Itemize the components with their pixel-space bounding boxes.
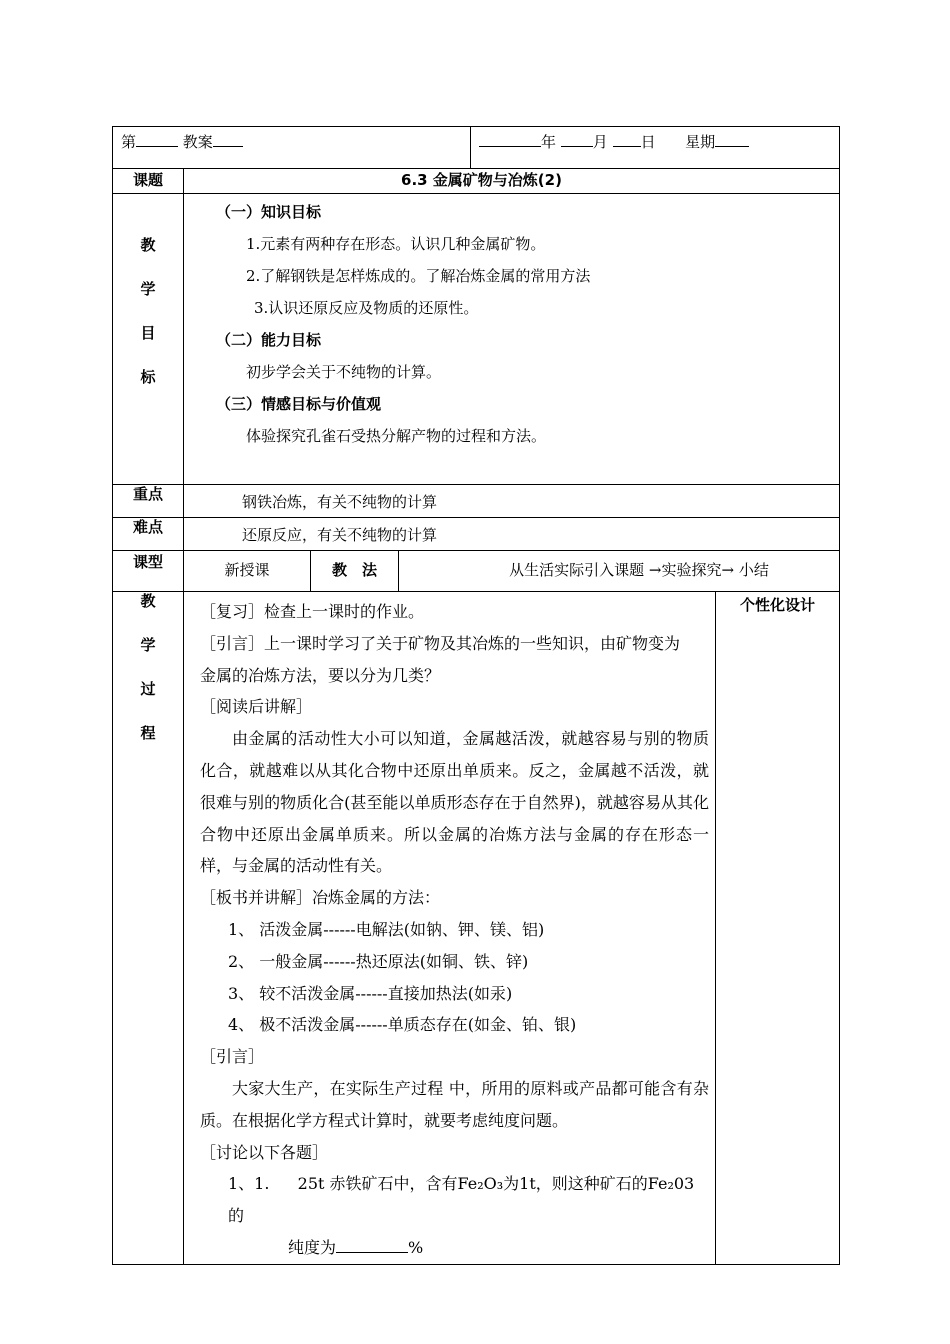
topic-row — [113, 169, 840, 194]
question-1 — [200, 1168, 709, 1232]
lesson-plan-table — [112, 126, 840, 1265]
lesson-plan — [112, 126, 839, 1265]
plan-label: 教案 — [182, 133, 213, 151]
difficulty-row — [113, 518, 840, 551]
purity-blank[interactable] — [336, 1238, 408, 1253]
ability-heading: （二）能力目标 — [216, 331, 322, 349]
purity-paragraph: 大家大生产，在实际生产过程 中，所用的原料或产品都可能含有杂质。在根据化学方程式计算时，就要考虑纯度问题。 — [200, 1078, 709, 1130]
question-text: 25t 赤铁矿石中，含有Fe₂O₃为1t，则这种矿石的Fe₂03 的 — [228, 1174, 695, 1226]
plan-blank[interactable] — [213, 132, 243, 147]
discuss-line: ［讨论以下各题］ — [200, 1142, 329, 1162]
method-label: 教 法 — [311, 551, 399, 592]
review-line: ［复习］检查上一课时的作业。 — [200, 602, 425, 621]
goals-content — [184, 194, 840, 485]
goals-row — [113, 194, 840, 485]
lesson-type-value: 新授课 — [184, 551, 311, 592]
purity-label: 纯度为 — [288, 1237, 337, 1257]
month-label: 月 — [592, 133, 608, 151]
year-blank[interactable] — [479, 132, 541, 147]
knowledge-item: 1.元素有两种存在形态。认识几种金属矿物。 — [246, 235, 546, 253]
question-number: 1、1. — [228, 1174, 270, 1194]
topic-title: 6.3 金属矿物与冶炼(2) — [184, 169, 840, 194]
knowledge-heading: （一）知识目标 — [216, 203, 322, 221]
process-content — [184, 592, 716, 1265]
lesson-no-label: 第 — [121, 133, 137, 151]
goals-label-char: 教 — [140, 236, 156, 254]
process-label-char: 教 — [140, 592, 156, 610]
day-label: 日 — [640, 133, 656, 151]
key-point-row — [113, 485, 840, 518]
lesson-type-row — [113, 551, 840, 592]
knowledge-item: 2.了解钢铁是怎样炼成的。了解冶炼金属的常用方法 — [246, 267, 591, 285]
process-label-char: 过 — [140, 680, 156, 698]
weekday-label: 星期 — [685, 133, 716, 151]
method-value: 从生活实际引入课题 →实验探究→ 小结 — [399, 551, 840, 592]
read-explain-line: ［阅读后讲解］ — [200, 697, 313, 717]
emotion-text: 体验探究孔雀石受热分解产物的过程和方法。 — [246, 427, 547, 445]
process-label-char: 学 — [140, 636, 156, 654]
explain-paragraph: 由金属的活动性大小可以知道，金属越活泼，就越容易与别的物质化合，就越难以从其化合物中还原出单质来。反之，金属越不活泼，就很难与别的物质化合(甚至能以单质形态存在于自然界)，就越容易从其化合物中还原出金属单质来。所以金属的冶炼方法与金属的存在形态一样，与金属的活动性有关。 — [200, 729, 709, 876]
personal-design-label: 个性化设计 — [716, 592, 840, 1265]
month-blank[interactable] — [561, 132, 593, 147]
goals-label-char: 学 — [140, 280, 156, 298]
method-item: 1、 活泼金属------电解法(如钠、钾、镁、铝) — [228, 919, 545, 939]
header-left — [113, 127, 471, 169]
weekday-blank[interactable] — [715, 132, 749, 147]
day-blank[interactable] — [613, 132, 641, 147]
process-row — [113, 592, 840, 1265]
lesson-no-blank[interactable] — [136, 132, 178, 147]
emotion-heading: （三）情感目标与价值观 — [216, 395, 382, 413]
goals-label-char: 目 — [140, 324, 156, 342]
header-right — [471, 127, 840, 169]
difficulty-text: 还原反应，有关不纯物的计算 — [184, 518, 840, 551]
method-item: 2、 一般金属------热还原法(如铜、铁、锌) — [228, 951, 529, 971]
header-row — [113, 127, 840, 169]
process-label — [113, 592, 184, 1265]
goals-label-char: 标 — [140, 368, 156, 386]
goals-label — [113, 194, 184, 485]
key-point-text: 钢铁冶炼，有关不纯物的计算 — [184, 485, 840, 518]
difficulty-label: 难点 — [113, 518, 184, 551]
method-item: 4、 极不活泼金属------单质态存在(如金、铂、银) — [228, 1015, 577, 1035]
method-item: 3、 较不活泼金属------直接加热法(如汞) — [228, 983, 513, 1003]
key-point-label: 重点 — [113, 485, 184, 518]
intro-line: ［引言］上一课时学习了关于矿物及其冶炼的一些知识，由矿物变为 — [200, 633, 681, 653]
lesson-type-label: 课型 — [113, 551, 184, 592]
process-label-char: 程 — [140, 724, 156, 742]
question-1-tail — [200, 1232, 709, 1264]
ability-text: 初步学会关于不纯物的计算。 — [246, 363, 442, 381]
intro-line: 金属的冶炼方法，要以分为几类？ — [200, 665, 441, 685]
intro2-line: ［引言］ — [200, 1047, 265, 1067]
board-line: ［板书并讲解］冶炼金属的方法： — [200, 888, 441, 908]
percent-sign: % — [408, 1237, 424, 1257]
topic-label: 课题 — [113, 169, 184, 194]
year-label: 年 — [541, 133, 557, 151]
knowledge-item: 3.认识还原反应及物质的还原性。 — [254, 299, 479, 317]
